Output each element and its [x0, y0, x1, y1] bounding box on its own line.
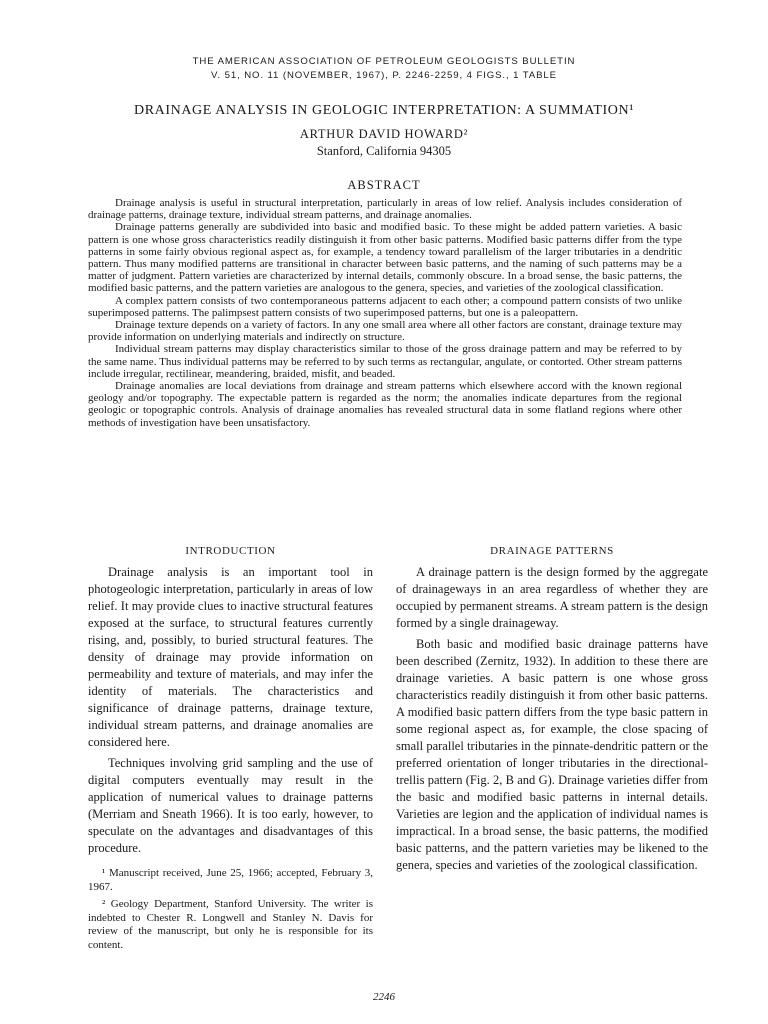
abstract-paragraph: Drainage analysis is useful in structural interpretation, particularly in areas of low relief. Analysis includes consideration of drainage patterns, drainage texture, individual stream patterns, and drainage anomalies. [88, 197, 682, 222]
introduction-heading: INTRODUCTION [185, 545, 276, 557]
journal-citation: V. 51, NO. 11 (NOVEMBER, 1967), P. 2246-2259, 4 FIGS., 1 TABLE [211, 70, 557, 81]
abstract [88, 197, 682, 429]
author-affiliation: Stanford, California 94305 [316, 144, 452, 158]
footnotes [88, 867, 373, 952]
author-name: ARTHUR DAVID HOWARD² [299, 127, 469, 141]
footnote-manuscript: ¹ Manuscript received, June 25, 1966; accepted, February 3, 1967. [88, 867, 373, 893]
abstract-paragraph: Drainage texture depends on a variety of factors. In any one small area where all other factors are constant, drainage texture may provide information on underlying materials and indirectly on structure. [88, 319, 682, 344]
abstract-heading: ABSTRACT [347, 178, 421, 192]
abstract-paragraph: A complex pattern consists of two contemporaneous patterns adjacent to each other; a compound pattern consists of two unlike superimposed patterns. The palimpsest pattern consists of two superimposed patterns, but one is a paleopattern. [88, 294, 682, 319]
drainage-patterns-paragraph: A drainage pattern is the design formed by the aggregate of drainageways in an area regardless of whether they are occupied by permanent streams. A stream pattern is the design formed by a single drainageway. [396, 565, 708, 630]
drainage-patterns-heading: DRAINAGE PATTERNS [490, 545, 614, 557]
introduction-body [88, 564, 373, 857]
right-column [396, 545, 708, 878]
journal-name: THE AMERICAN ASSOCIATION OF PETROLEUM GEOLOGISTS BULLETIN [192, 56, 576, 67]
abstract-paragraph: Individual stream patterns may display characteristics similar to those of the gross drainage pattern and may be referred to by the same name. Thus individual patterns may be referred to by such terms as rectangular, angulate, or contorted. Other stream patterns include irregular, rectilinear, meandering, braided, misfit, and beaded. [88, 343, 682, 380]
left-column [88, 545, 373, 956]
introduction-paragraph: Drainage analysis is an important tool in photogeologic interpretation, particularly in areas of low relief. It may provide clues to inactive structural features exposed at the surface, to structural features currently rising, and, possibly, to buried structural features. The density of drainage may provide information on permeability and texture of materials, and may infer the identity of materials. The characteristics and significance of drainage patterns, drainage texture, individual stream patterns, and drainage anomalies are considered here. [88, 565, 373, 749]
abstract-paragraph: Drainage anomalies are local deviations from drainage and stream patterns which elsewhere accord with the known regional geology and/or topography. The expectable pattern is regarded as the norm; the anomalies indicate departures from the regional geologic or topographic controls. Analysis of drainage anomalies has revealed structural data in some flatland regions where other methods of investigation have been unsatisfactory. [88, 380, 682, 429]
page-number: 2246 [373, 991, 395, 1003]
footnote-affiliation: ² Geology Department, Stanford University. The writer is indebted to Chester R. Longwell and Stanley N. Davis for review of the manuscript, but only he is responsible for its content. [88, 898, 373, 951]
article-title: DRAINAGE ANALYSIS IN GEOLOGIC INTERPRETATION: A SUMMATION¹ [133, 103, 635, 118]
drainage-patterns-paragraph: Both basic and modified basic drainage patterns have been described (Zernitz, 1932). In addition to these there are drainage varieties. A basic pattern is one whose gross characteristics readily distinguish it from other basic patterns. A modified basic pattern differs from the type basic pattern in some regional aspect as, for example, the close spacing of small parallel tributaries in the pinnate-dendritic pattern or the preferred orientation of longer tributaries in the directional-trellis pattern (Fig. 2, B and G). Drainage varieties differ from the basic and modified basic patterns in internal details. Varieties are legion and the application of individual names is impractical. In a broad sense, the basic patterns, the modified basic patterns, and the pattern varieties may be likened to the genera, species and varieties of the zoological classification. [396, 637, 708, 872]
drainage-patterns-body [396, 564, 708, 874]
introduction-paragraph: Techniques involving grid sampling and the use of digital computers eventually may result in the application of numerical values to drainage patterns (Merriam and Sneath 1966). It is too early, however, to speculate on the advantages and disadvantages of this procedure. [88, 756, 373, 855]
abstract-paragraph: Drainage patterns generally are subdivided into basic and modified basic. To these might be added pattern varieties. A basic pattern is one whose gross characteristics readily distinguish it from other basic patterns. Modified basic patterns differ from the type patterns in some fairly obvious regional aspect as, for example, a tendency toward parallelism of the larger tributaries in a dendritic pattern. Thus many modified patterns are transitional in character between basic patterns, and the naming of such patterns may be a matter of judgment. Pattern varieties are characterized by internal details, commonly obscure. In a broad sense, the basic patterns, the modified basic patterns, and the pattern varieties are analogous to the genera, species, and varieties of the zoological classification. [88, 221, 682, 295]
